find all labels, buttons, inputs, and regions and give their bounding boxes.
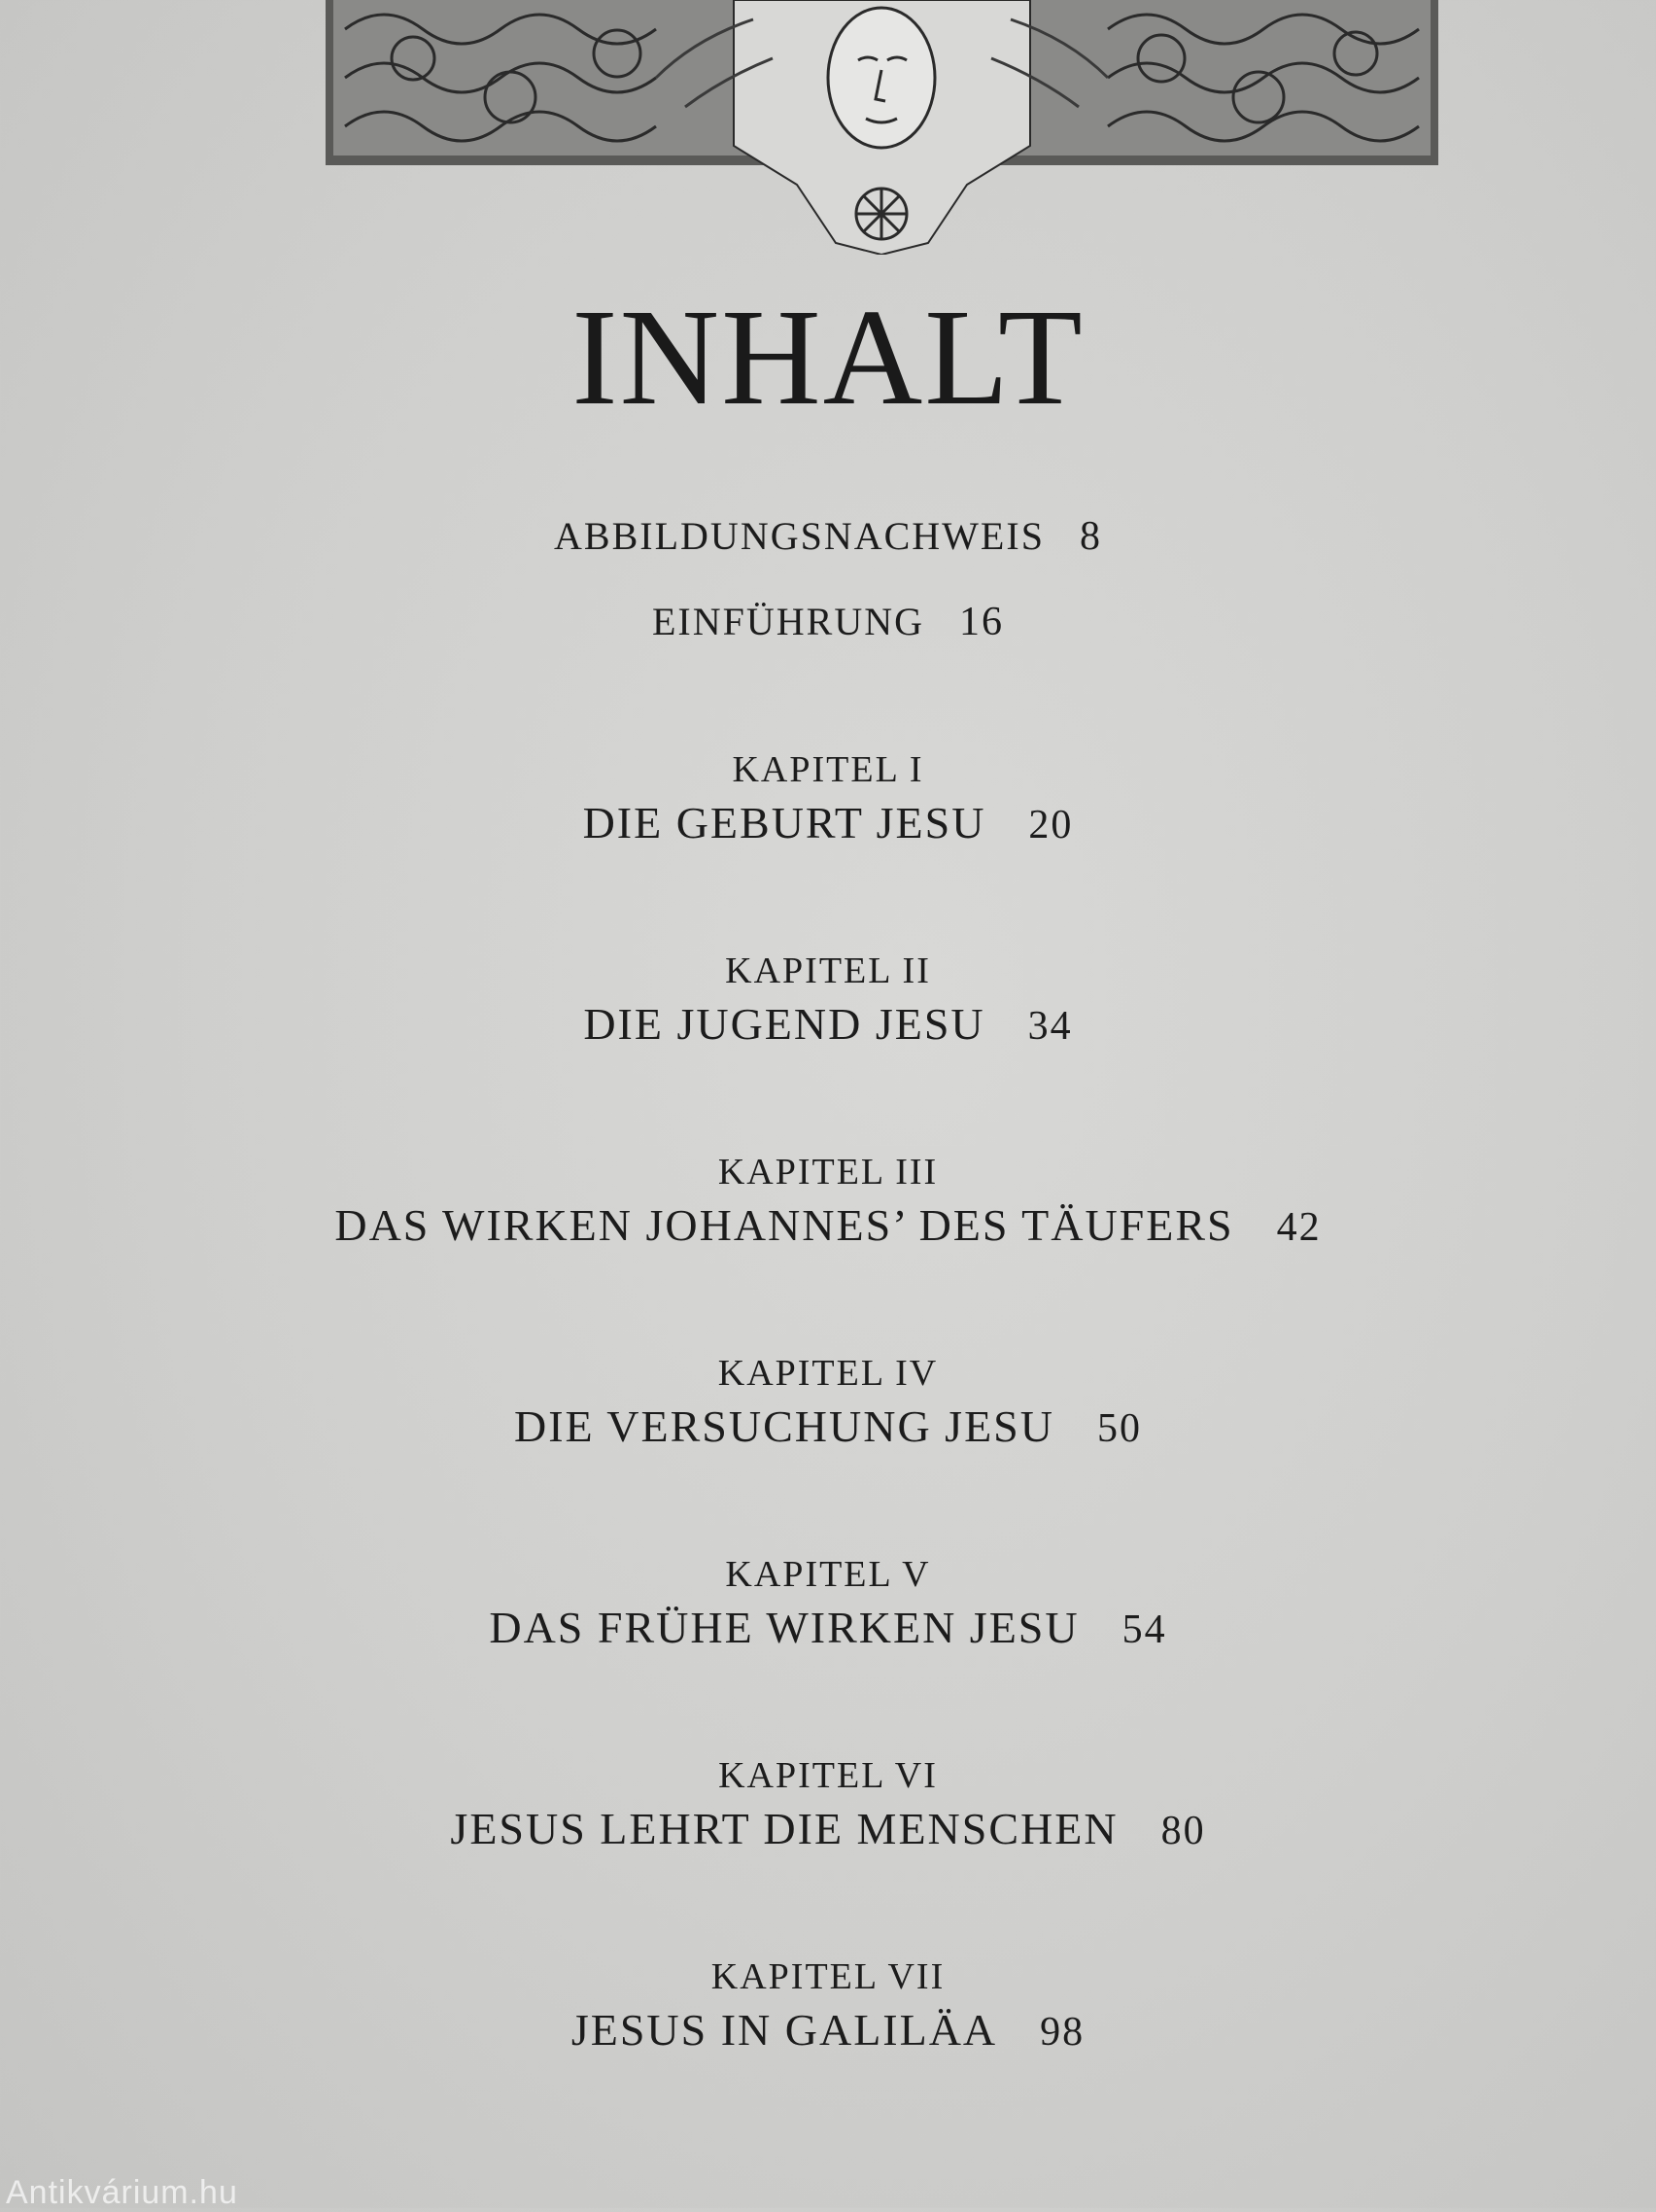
chapter-title: DAS WIRKEN JOHANNES’ DES TÄUFERS — [334, 1200, 1234, 1250]
toc-chapter-4 — [0, 1352, 1656, 1452]
chapter-title-line — [0, 998, 1656, 1050]
toc-chapter-1 — [0, 748, 1656, 848]
ornamental-header-illustration — [326, 0, 1438, 255]
chapter-title: DAS FRÜHE WIRKEN JESU — [489, 1603, 1080, 1652]
chapter-number: KAPITEL VII — [710, 1956, 946, 1997]
toc-page-number: 98 — [1040, 2010, 1086, 2055]
toc-page-number: 8 — [1079, 514, 1102, 559]
chapter-title-line — [0, 2004, 1656, 2056]
chapter-number: KAPITEL II — [725, 950, 931, 991]
toc-entry-abbildungsnachweis — [0, 513, 1656, 560]
toc-entry-line — [0, 513, 1656, 560]
chapter-title: DIE VERSUCHUNG JESU — [514, 1401, 1054, 1451]
chapter-title-line — [0, 1400, 1656, 1452]
chapter-title: JESUS IN GALILÄA — [570, 2005, 998, 2055]
chapter-title-line — [0, 797, 1656, 848]
toc-chapter-2 — [0, 950, 1656, 1050]
chapter-title-line — [0, 1199, 1656, 1251]
chapter-number: KAPITEL III — [717, 1152, 939, 1192]
chapter-number: KAPITEL I — [732, 749, 924, 790]
chapter-number: KAPITEL IV — [717, 1353, 939, 1394]
toc-entry-label: EINFÜHRUNG — [652, 600, 924, 643]
chapter-title: DIE JUGEND JESU — [583, 999, 985, 1049]
watermark: Antikvárium.hu — [6, 2174, 238, 2211]
chapter-title-line — [0, 1602, 1656, 1653]
toc-chapter-3 — [0, 1151, 1656, 1251]
toc-entry-einfuehrung — [0, 599, 1656, 645]
toc-chapter-6 — [0, 1754, 1656, 1854]
toc-page-number: 20 — [1028, 803, 1074, 847]
toc-page-number: 34 — [1027, 1004, 1073, 1049]
toc-entry-line — [0, 599, 1656, 645]
chapter-number: KAPITEL VI — [718, 1755, 938, 1796]
chapter-number: KAPITEL V — [725, 1554, 931, 1595]
toc-entry-label: ABBILDUNGSNACHWEIS — [554, 514, 1045, 558]
toc-page-number: 80 — [1160, 1809, 1206, 1853]
page-title: INHALT — [571, 280, 1085, 433]
toc-page-number: 16 — [959, 600, 1004, 644]
chapter-title: JESUS LEHRT DIE MENSCHEN — [450, 1804, 1119, 1853]
toc-chapter-7 — [0, 1955, 1656, 2056]
toc-page-number: 42 — [1276, 1205, 1322, 1250]
toc-chapter-5 — [0, 1553, 1656, 1653]
chapter-title: DIE GEBURT JESU — [582, 798, 986, 847]
toc-page-number: 54 — [1121, 1607, 1167, 1652]
toc-page-number: 50 — [1096, 1406, 1142, 1451]
chapter-title-line — [0, 1803, 1656, 1854]
